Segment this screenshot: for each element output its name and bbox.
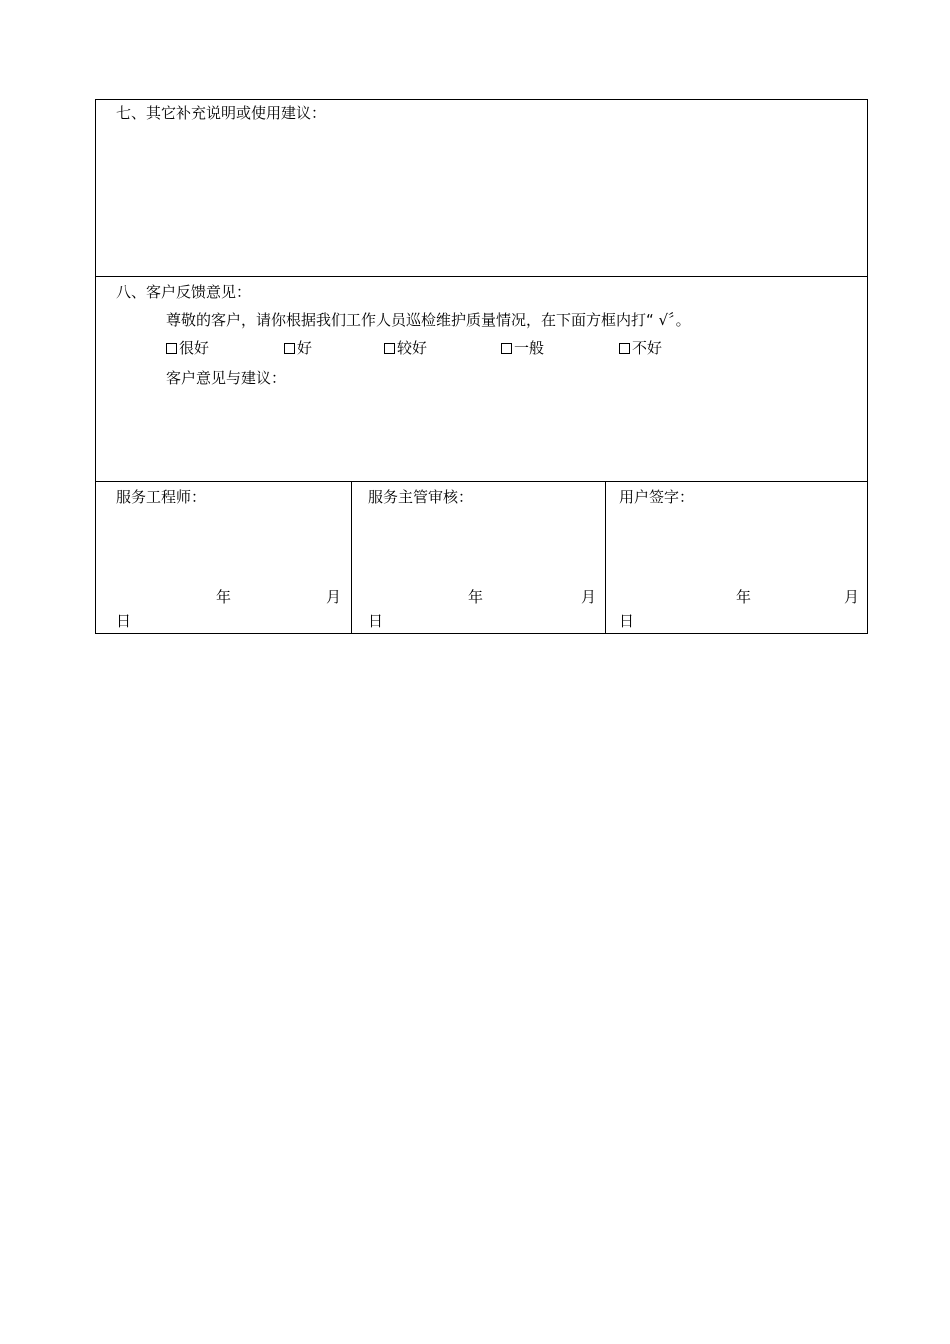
option-label: 一般 xyxy=(514,339,545,357)
option-fairly-good-button[interactable] xyxy=(384,341,427,356)
section-supplementary-notes xyxy=(95,99,868,277)
date-day-label: 日 xyxy=(619,612,635,630)
option-label: 较好 xyxy=(397,339,428,357)
option-bad-button[interactable] xyxy=(619,341,662,356)
option-good[interactable] xyxy=(284,341,312,356)
supplementary-notes-area[interactable] xyxy=(116,130,846,265)
date-year-label: 年 xyxy=(216,588,232,606)
feedback-instruction: 尊敬的客户，请你根据我们工作人员巡检维护质量情况，在下面方框内打“ √〞。 xyxy=(166,311,691,329)
checkbox-icon[interactable] xyxy=(619,343,630,354)
signature-label: 用户签字： xyxy=(619,488,695,506)
date-year-label: 年 xyxy=(468,588,484,606)
section7-heading: 七、其它补充说明或使用建议： xyxy=(116,104,327,122)
option-average[interactable] xyxy=(501,341,544,356)
signature-label: 服务工程师： xyxy=(116,488,207,506)
date-day-label: 日 xyxy=(116,612,132,630)
option-label: 好 xyxy=(297,339,313,357)
option-very-good-button[interactable] xyxy=(166,341,209,356)
signature-cell-customer[interactable] xyxy=(605,482,867,633)
signature-cell-engineer[interactable] xyxy=(96,482,351,633)
option-average-button[interactable] xyxy=(501,341,544,356)
section-customer-feedback xyxy=(95,276,868,482)
signature-cell-supervisor[interactable] xyxy=(351,482,605,633)
customer-comment-label: 客户意见与建议： xyxy=(166,369,287,387)
section8-heading: 八、客户反馈意见： xyxy=(116,283,252,301)
checkbox-icon[interactable] xyxy=(384,343,395,354)
date-month-label: 月 xyxy=(581,588,597,606)
signature-row xyxy=(95,481,868,634)
date-month-label: 月 xyxy=(844,588,860,606)
option-label: 很好 xyxy=(179,339,210,357)
date-day-label: 日 xyxy=(368,612,384,630)
date-month-label: 月 xyxy=(326,588,342,606)
option-fairly-good[interactable] xyxy=(384,341,427,356)
option-label: 不好 xyxy=(632,339,663,357)
option-good-button[interactable] xyxy=(284,341,312,356)
service-form xyxy=(95,99,868,634)
signature-label: 服务主管审核： xyxy=(368,488,474,506)
checkbox-icon[interactable] xyxy=(284,343,295,354)
customer-comment-area[interactable] xyxy=(166,395,846,470)
option-bad[interactable] xyxy=(619,341,662,356)
checkbox-icon[interactable] xyxy=(501,343,512,354)
checkbox-icon[interactable] xyxy=(166,343,177,354)
option-very-good[interactable] xyxy=(166,341,209,356)
date-year-label: 年 xyxy=(736,588,752,606)
